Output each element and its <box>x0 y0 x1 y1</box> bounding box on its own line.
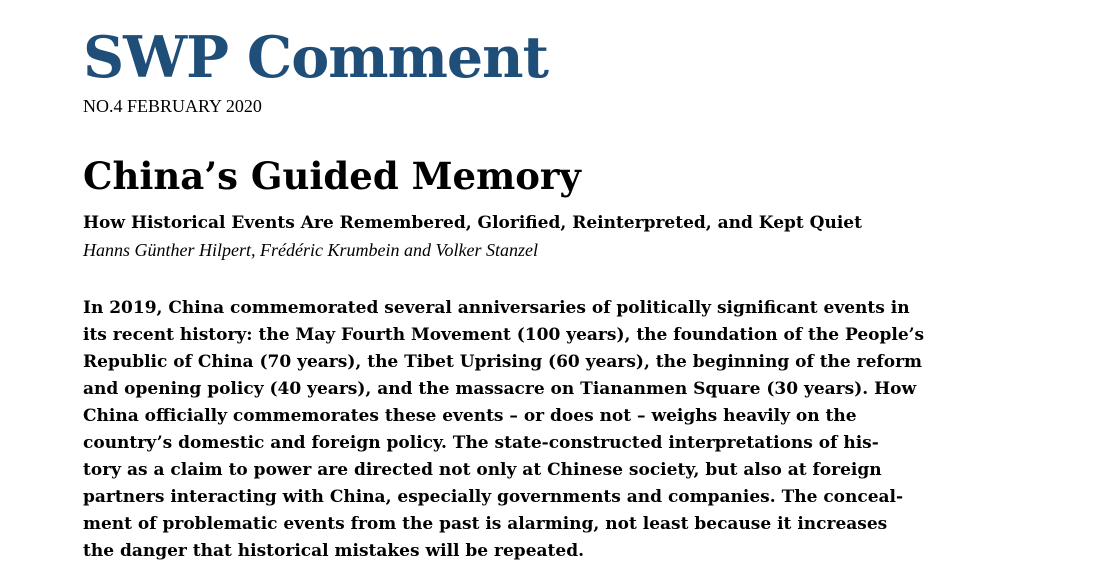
abstract-line: and opening policy (40 years), and the massacre on Tiananmen Square (30 years). How <box>83 379 917 399</box>
abstract-line: China officially commemorates these events – or does not – weighs heavily on the <box>83 406 857 426</box>
abstract-line: ment of problematic events from the past is alarming, not least because it increases <box>83 514 888 534</box>
article-authors: Hanns Günther Hilpert, Frédéric Krumbein and Volker Stanzel <box>83 240 538 260</box>
abstract-line: the danger that historical mistakes will be repeated. <box>83 541 585 561</box>
abstract-line: partners interacting with China, especially governments and companies. The conceal- <box>83 487 904 507</box>
series-title: SWP Comment <box>83 24 548 91</box>
abstract-line: country’s domestic and foreign policy. The state-constructed interpretations of his- <box>83 433 879 453</box>
article-subtitle: How Historical Events Are Remembered, Glorified, Reinterpreted, and Kept Quiet <box>83 213 862 233</box>
abstract-line: In 2019, China commemorated several anniversaries of politically significant events in <box>83 298 910 318</box>
abstract-line: its recent history: the May Fourth Movement (100 years), the foundation of the People’s <box>83 325 925 345</box>
article-title: China’s Guided Memory <box>83 154 581 198</box>
abstract-line: tory as a claim to power are directed not only at Chinese society, but also at foreign <box>83 460 882 480</box>
abstract <box>83 295 925 565</box>
issue-date: NO.4 FEBRUARY 2020 <box>83 96 262 116</box>
abstract-line: Republic of China (70 years), the Tibet Uprising (60 years), the beginning of the reform <box>83 352 923 372</box>
